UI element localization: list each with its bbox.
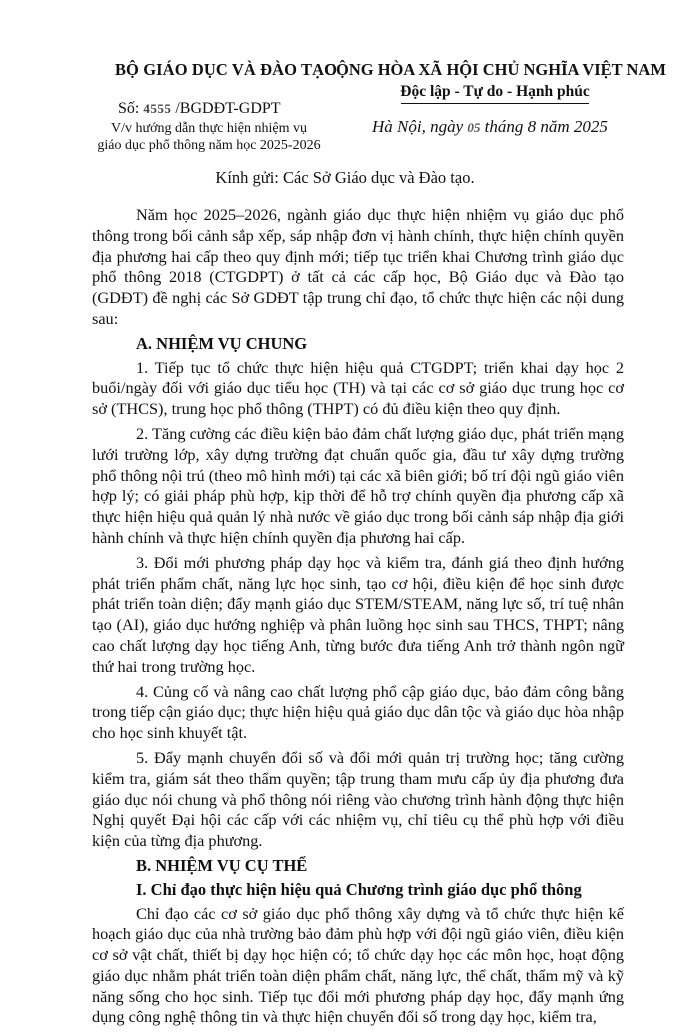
document-subject	[66, 120, 352, 154]
republic-name: CỘNG HÒA XÃ HỘI CHỦ NGHĨA VIỆT NAM	[324, 60, 666, 79]
section-b-subtitle: I. Chỉ đạo thực hiện hiệu quả Chương trình giáo dục phổ thông	[136, 879, 582, 899]
intro-paragraph: Năm học 2025–2026, ngành giáo dục thực hiện nhiệm vụ giáo dục phổ thông trong bối cảnh sắp xếp, sáp nhập đơn vị hành chính, thực hiện chính quyền địa phương hai cấp theo quy định mới; tiếp tục triển khai Chương trình giáo dục phổ thông 2018 (CTGDPT) ở tất cả các cấp học, Bộ Giáo dục và Đào tạo (GDĐT) đề nghị các Sở GDĐT tập trung chỉ đạo, tổ chức thực hiện các nội dung sau:	[92, 205, 624, 328]
doc-number-suffix: /BGDĐT-GDPT	[175, 100, 281, 117]
section-a-item-1: 1. Tiếp tục tổ chức thực hiện hiệu quả CTGDPT; triển khai dạy học 2 buổi/ngày đối với giáo dục tiểu học (TH) và tại các cơ sở giáo dục trung học cơ sở (THCS), trung học phổ thông (THPT) có đủ điều kiện theo quy định.	[92, 357, 624, 419]
subject-line-2: giáo dục phổ thông năm học 2025-2026	[97, 138, 321, 153]
doc-number-value: 4555	[143, 101, 172, 116]
section-b-title: B. NHIỆM VỤ CỤ THỂ	[136, 855, 308, 875]
section-a-title: A. NHIỆM VỤ CHUNG	[136, 333, 308, 353]
issuer-block	[96, 60, 356, 80]
section-a-item-3: 3. Đổi mới phương pháp dạy học và kiểm tra, đánh giá theo định hướng phát triển phẩm chất, năng lực học sinh, tạo cơ hội, điều kiện để học sinh được phát triển toàn diện; đẩy mạnh giáo dục STEM/STEAM, năng lực số, trí tuệ nhân tạo (AI), giáo dục hướng nghiệp và phân luồng học sinh sau THCS, THPT; nâng cao chất lượng dạy học tiếng Anh, từng bước đưa tiếng Anh trở thành ngôn ngữ thứ hai trong trường học.	[92, 552, 624, 676]
section-a-item-4: 4. Củng cố và nâng cao chất lượng phổ cập giáo dục, bảo đảm công bằng trong tiếp cận giáo dục; thực hiện hiệu quả giáo dục dân tộc và giáo dục hòa nhập cho học sinh khuyết tật.	[92, 681, 624, 743]
national-header	[322, 60, 668, 104]
section-b-paragraph: Chỉ đạo các cơ sở giáo dục phổ thông xây dựng và tổ chức thực hiện kế hoạch giáo dục của nhà trường bảo đảm phù hợp với đội ngũ giáo viên, điều kiện cơ sở vật chất, thiết bị dạy học hiện có; tổ chức dạy học các môn học, hoạt động giáo dục nhằm phát triển toàn diện phẩm chất, năng lực, thể chất, thẩm mỹ và kỹ năng sống cho học sinh. Tiếp tục đổi mới phương pháp dạy học, đẩy mạnh ứng dụng công nghệ thông tin và thực hiện chuyển đổi số trong dạy học, kiểm tra,	[92, 903, 624, 1027]
date-prefix: Hà Nội, ngày	[372, 117, 464, 136]
document-date	[372, 117, 608, 137]
subject-line-1: V/v hướng dẫn thực hiện nhiệm vụ	[111, 121, 307, 136]
section-a-item-2: 2. Tăng cường các điều kiện bảo đảm chất lượng giáo dục, phát triển mạng lưới trường lớp, xây dựng trường đạt chuẩn quốc gia, đầu tư xây dựng trường phổ thông nội trú (theo mô hình mới) tại các xã biên giới; bố trí đội ngũ giáo viên hợp lý; có giải pháp phù hợp, kịp thời để hỗ trợ chính quyền địa phương cấp xã thực hiện hiệu quả quản lý nhà nước về giáo dục trong bối cảnh sáp nhập địa giới hành chính và thực hiện chính quyền địa phương hai cấp.	[92, 423, 624, 547]
document-number	[118, 100, 281, 118]
date-suffix: tháng 8 năm 2025	[484, 117, 608, 136]
ministry-name: BỘ GIÁO DỤC VÀ ĐÀO TẠO	[114, 60, 338, 79]
recipient-greeting: Kính gửi: Các Sở Giáo dục và Đào tạo.	[215, 168, 475, 187]
motto-underline	[401, 103, 589, 104]
doc-number-prefix: Số:	[118, 100, 140, 117]
national-motto: Độc lập - Tự do - Hạnh phúc	[400, 83, 590, 100]
document-body	[92, 205, 624, 1032]
date-day: 05	[467, 120, 481, 135]
section-a-item-5: 5. Đẩy mạnh chuyển đổi số và đổi mới quản trị trường học; tăng cường kiểm tra, giám sát theo thẩm quyền; tập trung tham mưu cấp ủy địa phương đưa giáo dục nói chung và phổ thông nói riêng vào chương trình hành động thực hiện Nghị quyết Đại hội các cấp với các nhiệm vụ, chỉ tiêu cụ thể phù hợp với điều kiện của từng địa phương.	[92, 747, 624, 851]
